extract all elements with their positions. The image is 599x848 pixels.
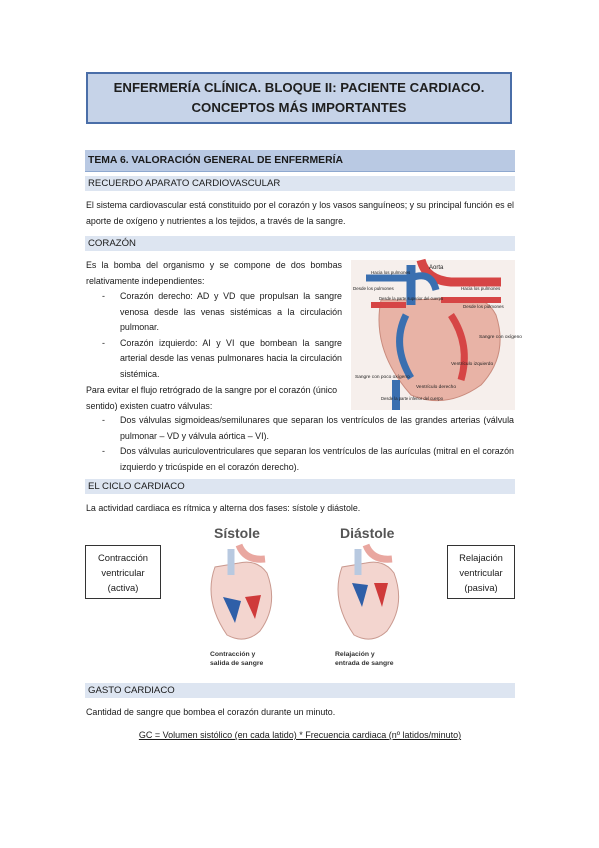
relajacion-box [447, 545, 515, 599]
label-ventriculo-izq: Ventrículo izquierdo [451, 362, 494, 367]
label-desde-superior: Desde la parte superior del cuerpo [379, 296, 444, 301]
diastole-heart-illustration [322, 545, 408, 647]
contraccion-line-2: ventricular [101, 566, 145, 578]
list-item: - Corazón izquierdo: AI y VI que bombean la sangre arterial desde las venas pulmonares hacia la circulación sistémica. [100, 336, 342, 383]
sistole-caption-1: Contracción y [210, 651, 256, 658]
list-item: - Dos válvulas auriculoventriculares que separan los ventrículos de las aurículas (mitral en el corazón izquierdo y tricúspide en el corazón derecho). [100, 444, 514, 475]
section-heading-recuerdo: RECUERDO APARATO CARDIOVASCULAR [85, 176, 515, 191]
gasto-text: Cantidad de sangre que bombea el corazón durante un minuto. [86, 707, 336, 717]
contraccion-line-3: (activa) [107, 581, 139, 593]
section-heading-gasto: GASTO CARDIACO [85, 683, 515, 698]
diastole-caption-1: Relajación y [335, 651, 375, 658]
label-aorta: Aorta [429, 265, 444, 271]
section-heading-corazon: CORAZÓN [85, 236, 515, 251]
heart-diagram [351, 260, 522, 410]
title-line-2: CONCEPTOS MÁS IMPORTANTES [191, 100, 407, 115]
list-item: - Dos válvulas sigmoideas/semilunares que separan los ventrículos de las grandes arterias (válvula pulmonar – VD y válvula aórtica – VI). [100, 413, 514, 444]
sistole-caption-2: salida de sangre [210, 660, 264, 667]
label-ventriculo-der: Ventrículo derecho [416, 385, 457, 390]
ciclo-text: La actividad cardiaca es rítmica y alterna dos fases: sístole y diástole. [86, 503, 361, 513]
gasto-formula: GC = Volumen sistólico (en cada latido) * Frecuencia cardiaca (nº latidos/minuto) [138, 730, 462, 740]
sistole-heart-illustration [195, 545, 281, 647]
label-desde-pulmones-l: Desde los pulmones [353, 286, 394, 291]
title-line-1: ENFERMERÍA CLÍNICA. BLOQUE II: PACIENTE CARDIACO. [113, 80, 485, 95]
corazon-intro: Es la bomba del organismo y se compone de dos bombas relativamente independientes: [86, 260, 342, 286]
diastole-caption-2: entrada de sangre [335, 660, 394, 667]
label-hacia-pulmones-r: Hacia los pulmones [461, 286, 501, 291]
label-desde-pulmones-r: Desde los pulmones [463, 304, 504, 309]
label-hacia-pulmones-l: Hacia los pulmones [371, 270, 411, 275]
valves-intro: Para evitar el flujo retrógrado de la sangre por el corazón (único sentido) existen cuatro válvulas: [86, 385, 338, 411]
sistole-label: Sístole [214, 525, 260, 541]
relajacion-line-1: Relajación [459, 551, 503, 563]
contraccion-line-1: Contracción [97, 551, 149, 563]
diastole-caption [335, 650, 394, 668]
sistole-caption [210, 650, 263, 668]
label-desde-inferior: Desde la parte inferior del cuerpo [381, 396, 443, 401]
valves-list [100, 413, 514, 475]
diastole-label: Diástole [340, 525, 395, 541]
list-item: - Corazón derecho: AD y VD que propulsan la sangre venosa desde las venas sistémicas a la circulación pulmonar. [100, 289, 342, 336]
section-heading-ciclo: EL CICLO CARDIACO [85, 479, 515, 494]
corazon-list [100, 289, 342, 382]
contraccion-box [85, 545, 161, 599]
document-title [86, 72, 512, 124]
relajacion-line-3: (pasiva) [464, 581, 498, 593]
label-sangre-poco: Sangre con poco oxígeno [355, 375, 410, 380]
label-sangre-oxigeno: Sangre con oxígeno [479, 335, 522, 340]
recuerdo-text: El sistema cardiovascular está constituido por el corazón y los vasos sanguíneos; y su principal función es el aporte de oxígeno y nutrientes a los tejidos, a través de la sangre. [86, 200, 514, 226]
relajacion-line-2: ventricular [459, 566, 503, 578]
topic-heading: TEMA 6. VALORACIÓN GENERAL DE ENFERMERÍA [85, 150, 515, 172]
